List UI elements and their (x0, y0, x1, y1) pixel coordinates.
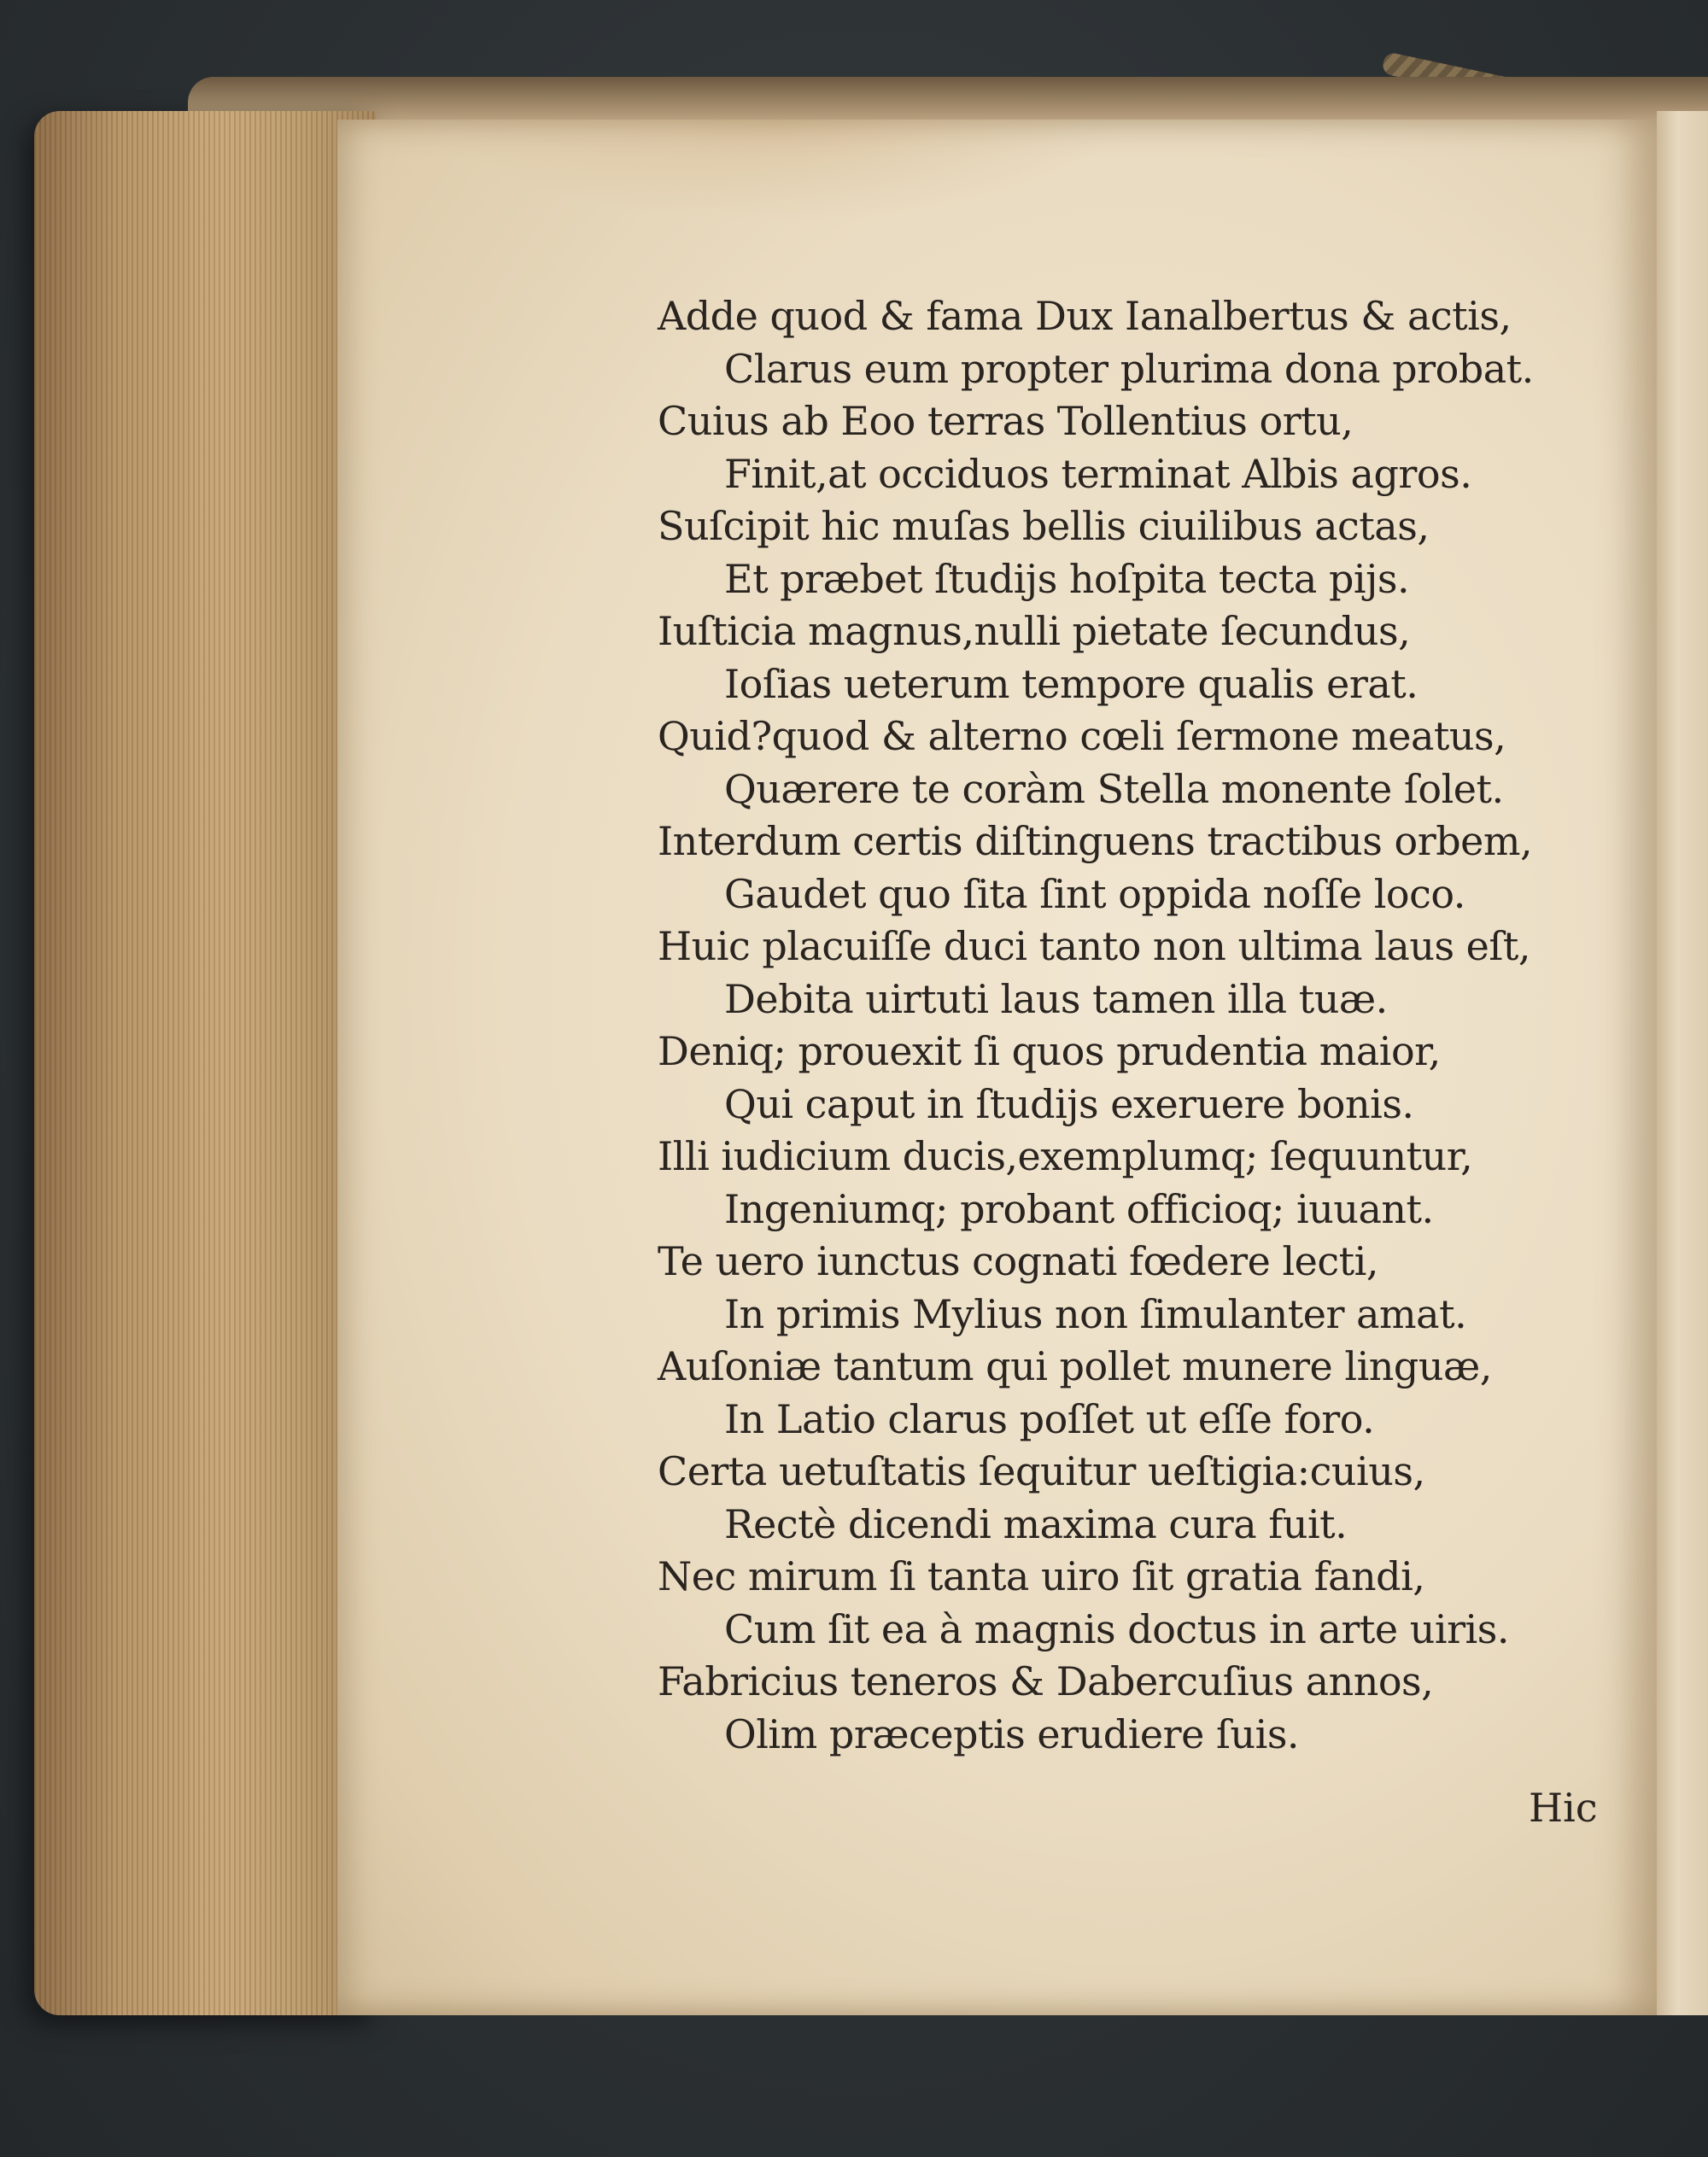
verse-line: Finit,at occiduos terminat Albis agros. (724, 450, 1472, 497)
verse-line: Cuius ab Eoo terras Tollentius ortu, (658, 398, 1354, 444)
verse-line: Iuſticia magnus,nulli pietate ſecundus, (658, 608, 1411, 654)
verse-line: Debita uirtuti laus tamen illa tuæ. (724, 975, 1388, 1022)
verse-line: Interdum certis diſtinguens tractibus orbem, (658, 818, 1533, 864)
verse-line: Quid?quod & alterno cœli ſermone meatus, (658, 713, 1506, 759)
verse-line: Et præbet ſtudijs hoſpita tecta pijs. (724, 555, 1410, 602)
verse-line: In Latio clarus poſſet ut eſſe foro. (724, 1395, 1375, 1442)
verse-line: Olim præceptis erudiere ſuis. (724, 1710, 1300, 1757)
verse-line: Te uero iunctus cognati fœdere lecti, (658, 1238, 1378, 1284)
verse-text-block (658, 290, 1631, 1761)
verse-line: Quærere te coràm Stella monente ſolet. (724, 765, 1504, 812)
verse-line: Certa uetuſtatis ſequitur ueſtigia:cuius, (658, 1448, 1425, 1494)
verse-line: Cum ſit ea à magnis doctus in arte uiris. (724, 1605, 1509, 1652)
verse-line: Rectè dicendi maxima cura fuit. (724, 1500, 1348, 1547)
verse-line: Illi iudicium ducis,exemplumq; ſequuntur, (658, 1133, 1473, 1179)
verse-line: Clarus eum propter plurima dona probat. (724, 345, 1534, 392)
verse-line: Deniq; prouexit ſi quos prudentia maior, (658, 1028, 1441, 1074)
verse-line: Auſoniæ tantum qui pollet munere linguæ, (658, 1343, 1492, 1389)
verse-line: Gaudet quo ſita ſint oppida noſſe loco. (724, 870, 1465, 917)
verse-line: Fabricius teneros & Dabercuſius annos, (658, 1658, 1434, 1704)
verse-line: Huic placuiſſe duci tanto non ultima laus eſt, (658, 923, 1531, 969)
facing-page-edge (1657, 111, 1708, 2015)
catchword: Hic (1529, 1785, 1598, 1831)
verse-line: Nec mirum ſi tanta uiro ſit gratia fandi, (658, 1553, 1425, 1599)
verse-line: Adde quod & fama Dux Ianalbertus & actis, (658, 293, 1512, 339)
page-block-edge (34, 111, 376, 2015)
verse-line: Ioſias ueterum tempore qualis erat. (724, 660, 1418, 707)
verse-line: Suſcipit hic muſas bellis ciuilibus actas, (658, 503, 1430, 549)
verse-line: Qui caput in ſtudijs exeruere bonis. (724, 1080, 1414, 1127)
left-page (337, 120, 1657, 2015)
verse-line: In primis Mylius non ſimulanter amat. (724, 1290, 1467, 1337)
verse-line: Ingeniumq; probant officioq; iuuant. (724, 1185, 1434, 1232)
